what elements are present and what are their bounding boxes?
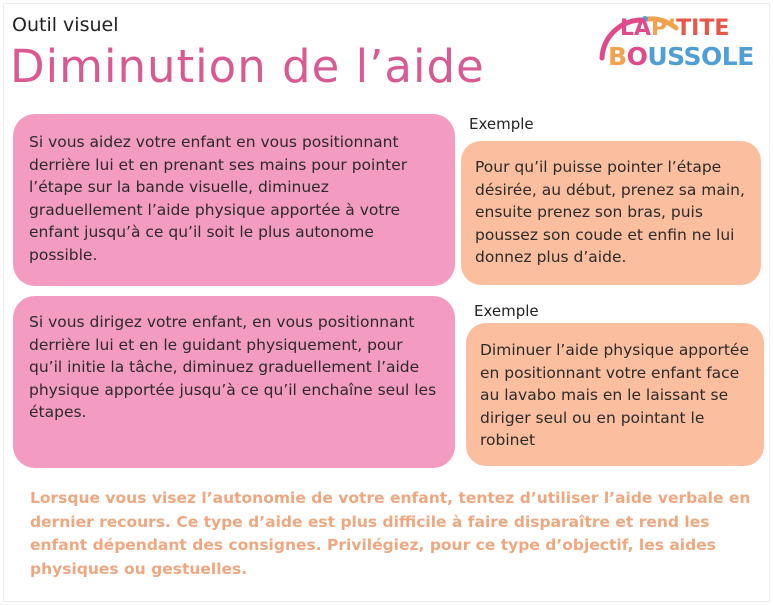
footer-note: Lorsque vous visez l’autonomie de votre enfant, tentez d’utiliser l’aide verbale en dernier recours. Ce type d’aide est plus difficile à faire disparaître et rend les enfant dépendant des consignes. Privilégiez, pour ce type d’objectif, les aides physiques ou gestuelles. xyxy=(30,489,751,578)
logo xyxy=(590,6,770,76)
logo-word-ussole: USSOLE xyxy=(647,42,754,71)
instruction-card-2: Si vous dirigez votre enfant, en vous positionnant derrière lui et en le guidant physiquement, pour qu’il initie la tâche, diminuez graduellement l’aide physique apportée jusqu’à ce qu’il enchaîne seul les étapes. xyxy=(13,296,455,468)
logo-letter-o: O xyxy=(626,42,648,71)
logo-line-1 xyxy=(620,18,729,40)
instruction-card-1: Si vous aidez votre enfant en vous positionnant derrière lui et en prenant ses mains pour pointer l’étape sur la bande visuelle, diminuez graduellement l’aide physique apportée à votre enfant jusqu’à ce qu’il soit le plus autonome possible. xyxy=(13,114,455,286)
logo-word-la: LA xyxy=(620,16,652,41)
logo-word-p: P’ xyxy=(651,16,677,41)
logo-word-tite: TITE xyxy=(676,16,730,41)
subtitle: Outil visuel xyxy=(12,14,119,36)
example-label-2: Exemple xyxy=(474,302,539,320)
example-card-1: Pour qu’il puisse pointer l’étape désirée, au début, prenez sa main, ensuite prenez son bras, puis poussez son coude et enfin ne lui donnez plus d’aide. xyxy=(461,141,761,285)
example-card-2: Diminuer l’aide physique apportée en positionnant votre enfant face au lavabo mais en le laissant se diriger seul ou en pointant le robinet xyxy=(466,323,764,466)
example-label-1: Exemple xyxy=(469,115,534,133)
logo-line-2 xyxy=(608,44,754,69)
page-title: Diminution de l’aide xyxy=(10,40,485,93)
logo-letter-b: B xyxy=(608,42,627,71)
